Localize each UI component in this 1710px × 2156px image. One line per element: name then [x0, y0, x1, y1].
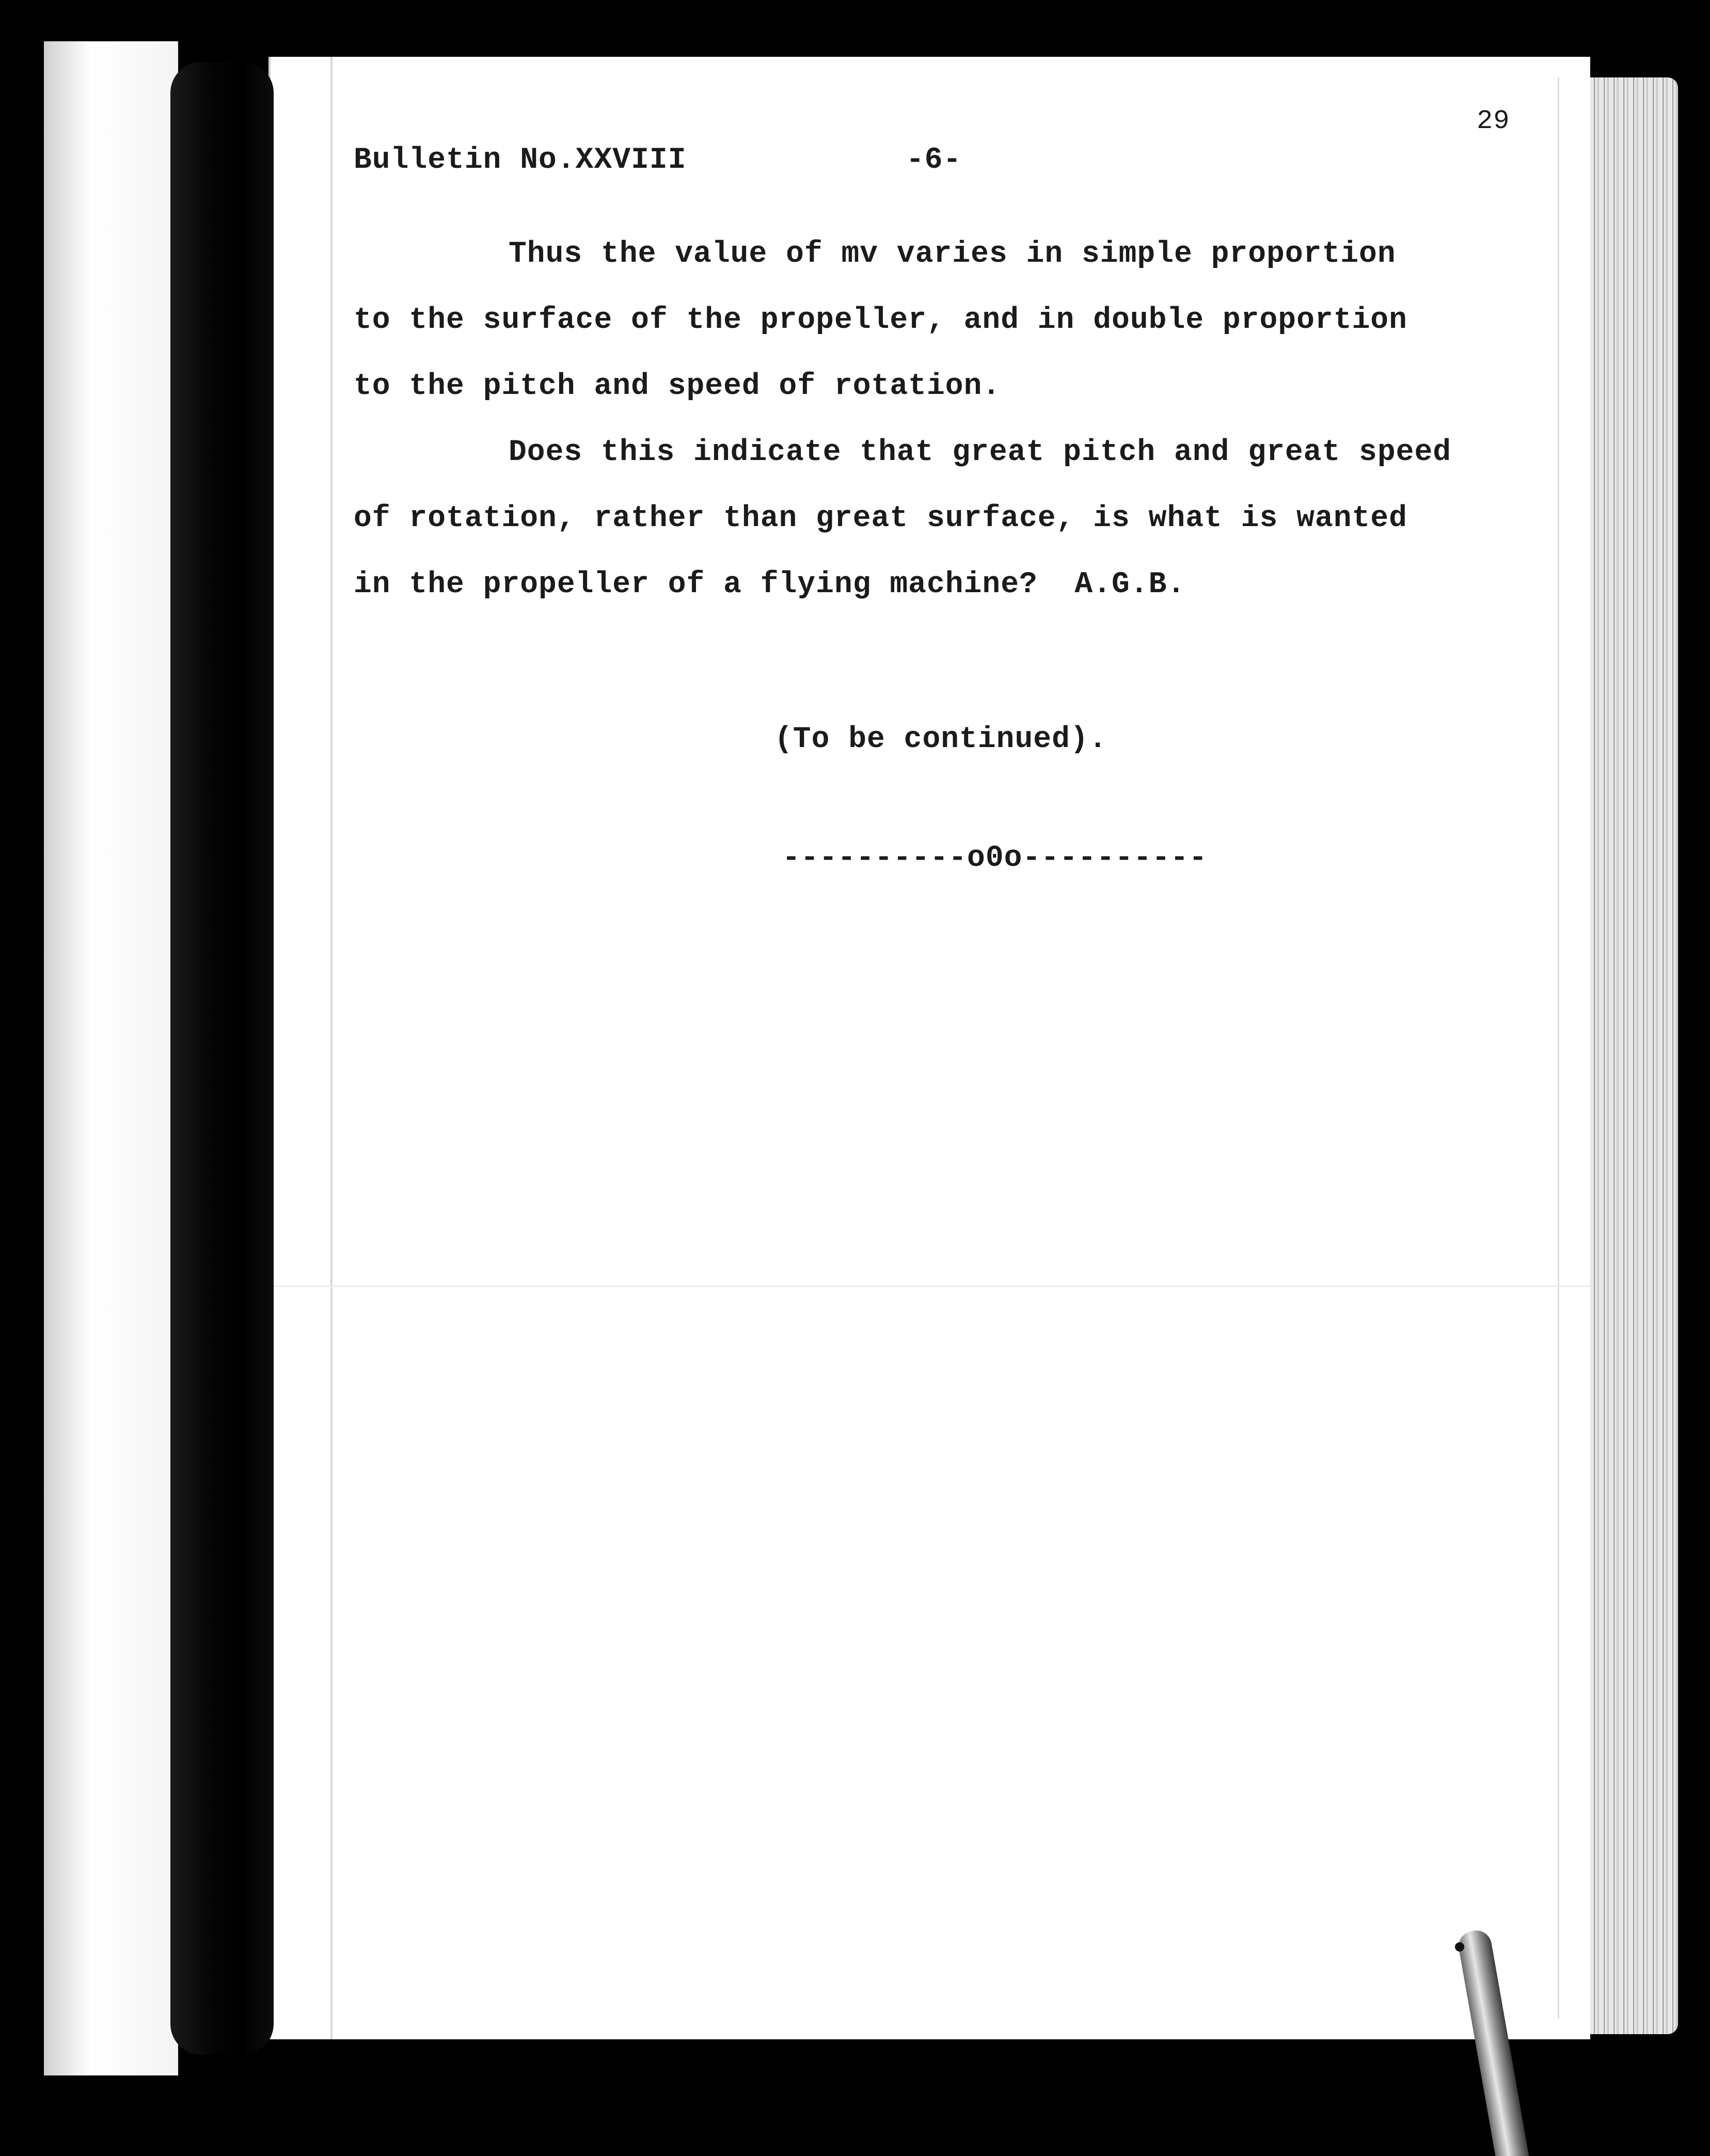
left-facing-page	[44, 41, 178, 2075]
paragraph-1-line-2: to the surface of the propeller, and in double proportion	[354, 304, 1407, 337]
page-number: 29	[1477, 106, 1510, 136]
page-fold	[268, 1286, 1590, 1287]
paragraph-1-line-3: to the pitch and speed of rotation.	[354, 370, 1001, 403]
binding-shadow	[170, 62, 274, 2055]
paragraph-1-line-1: Thus the value of mv varies in simple proportion	[509, 237, 1396, 271]
paragraph-2-line-3: in the propeller of a flying machine? A.G.B.	[354, 568, 1186, 601]
paragraph-2-line-2: of rotation, rather than great surface, is what is wanted	[354, 502, 1407, 535]
page-mark: -6-	[906, 144, 962, 177]
right-margin-rule	[1558, 77, 1559, 2019]
to-be-continued: (To be continued).	[774, 723, 1107, 756]
paragraph-2-line-1: Does this indicate that great pitch and great speed	[509, 436, 1452, 469]
document-page	[268, 57, 1590, 2039]
stylus-tip	[1455, 1942, 1464, 1952]
margin-rule	[330, 57, 332, 2039]
bulletin-heading: Bulletin No.XXVIII	[354, 144, 687, 177]
section-divider: ----------o0o----------	[782, 842, 1208, 875]
